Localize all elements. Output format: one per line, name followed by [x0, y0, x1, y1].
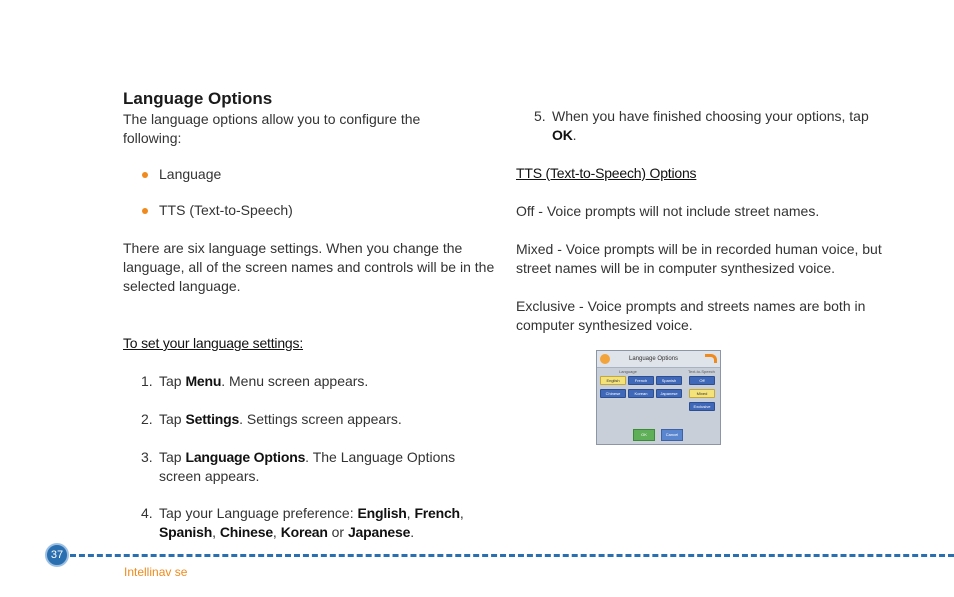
step-text: Tap your Language preference: — [159, 505, 358, 521]
bullet-icon — [142, 172, 148, 178]
screen-btn-tts-exclusive: Exclusive — [689, 402, 715, 411]
tts-mixed-text: Mixed - Voice prompts will be in recorded human voice, but street names will be in computer synthesized voice. — [516, 241, 882, 276]
step-4 — [159, 504, 499, 542]
screen-btn-chinese: Chinese — [600, 389, 626, 398]
step-text: Tap — [159, 411, 186, 427]
step-3 — [159, 448, 489, 486]
language-korean: Korean — [280, 524, 328, 540]
separator: . — [410, 524, 415, 540]
separator: , — [212, 524, 220, 540]
step-number: 1. — [141, 373, 153, 389]
screen-btn-french: French — [628, 376, 654, 385]
screen-ok-button: OK — [633, 429, 655, 441]
step-2 — [159, 410, 499, 429]
screen-btn-spanish: Spanish — [656, 376, 682, 385]
screen-title-bar — [597, 351, 720, 368]
settings-keyword: Settings — [185, 411, 240, 427]
step-5 — [552, 107, 882, 145]
screen-cancel-button: Cancel — [661, 429, 683, 441]
step-text: . Menu screen appears. — [221, 373, 369, 389]
ok-keyword: OK — [552, 127, 573, 143]
separator: , — [459, 505, 464, 521]
screen-btn-japanese: Japanese — [656, 389, 682, 398]
step-text: . The Language Options screen appears. — [159, 449, 456, 484]
separator: . — [572, 127, 577, 143]
separator: , — [272, 524, 281, 540]
screen-btn-english: English — [600, 376, 626, 385]
screen-btn-korean: Korean — [628, 389, 654, 398]
language-english: English — [357, 505, 407, 521]
bullet-item-language: Language — [159, 166, 222, 182]
language-group-label: Language — [619, 369, 637, 374]
bullet-item-tts: TTS (Text-to-Speech) — [159, 202, 293, 218]
step-1 — [159, 372, 499, 391]
tts-group-label: Text-to-Speech — [688, 369, 715, 374]
steps-heading: To set your language settings: — [123, 335, 304, 351]
bullet-icon — [142, 208, 148, 214]
language-chinese: Chinese — [219, 524, 273, 540]
screen-btn-tts-mixed: Mixed — [689, 389, 715, 398]
step-text: . Settings screen appears. — [239, 411, 402, 427]
step-number: 4. — [141, 505, 153, 521]
step-text: Tap — [159, 449, 186, 465]
language-options-keyword: Language Options — [185, 449, 306, 465]
close-icon — [600, 354, 610, 364]
tts-exclusive-text: Exclusive - Voice prompts and streets names are both in computer synthesized voice. — [516, 298, 866, 333]
language-french: French — [414, 505, 460, 521]
step-number: 3. — [141, 449, 153, 465]
footer-divider — [70, 554, 954, 557]
step-number: 2. — [141, 411, 153, 427]
language-japanese: Japanese — [347, 524, 411, 540]
footer-brand: Intellinav se — [124, 565, 188, 579]
language-spanish: Spanish — [159, 524, 213, 540]
tts-heading: TTS (Text-to-Speech) Options — [516, 165, 697, 181]
menu-keyword: Menu — [185, 373, 222, 389]
page-number-badge: 37 — [45, 543, 69, 567]
language-options-screenshot — [596, 350, 721, 445]
step-text: Tap — [159, 373, 186, 389]
step-number: 5. — [534, 108, 546, 124]
step-text: When you have finished choosing your options, tap — [552, 108, 869, 124]
settings-paragraph: There are six language settings. When you change the language, all of the screen names and controls will be in the selected language. — [123, 240, 495, 294]
tts-off-text: Off - Voice prompts will not include street names. — [516, 203, 820, 219]
separator: or — [327, 524, 348, 540]
screen-title: Language Options — [629, 356, 679, 362]
section-heading: Language Options — [123, 89, 273, 108]
screen-btn-tts-off: Off — [689, 376, 715, 385]
separator: , — [406, 505, 415, 521]
intro-text: The language options allow you to configure the following: — [123, 111, 421, 146]
back-arrow-icon — [705, 354, 717, 363]
